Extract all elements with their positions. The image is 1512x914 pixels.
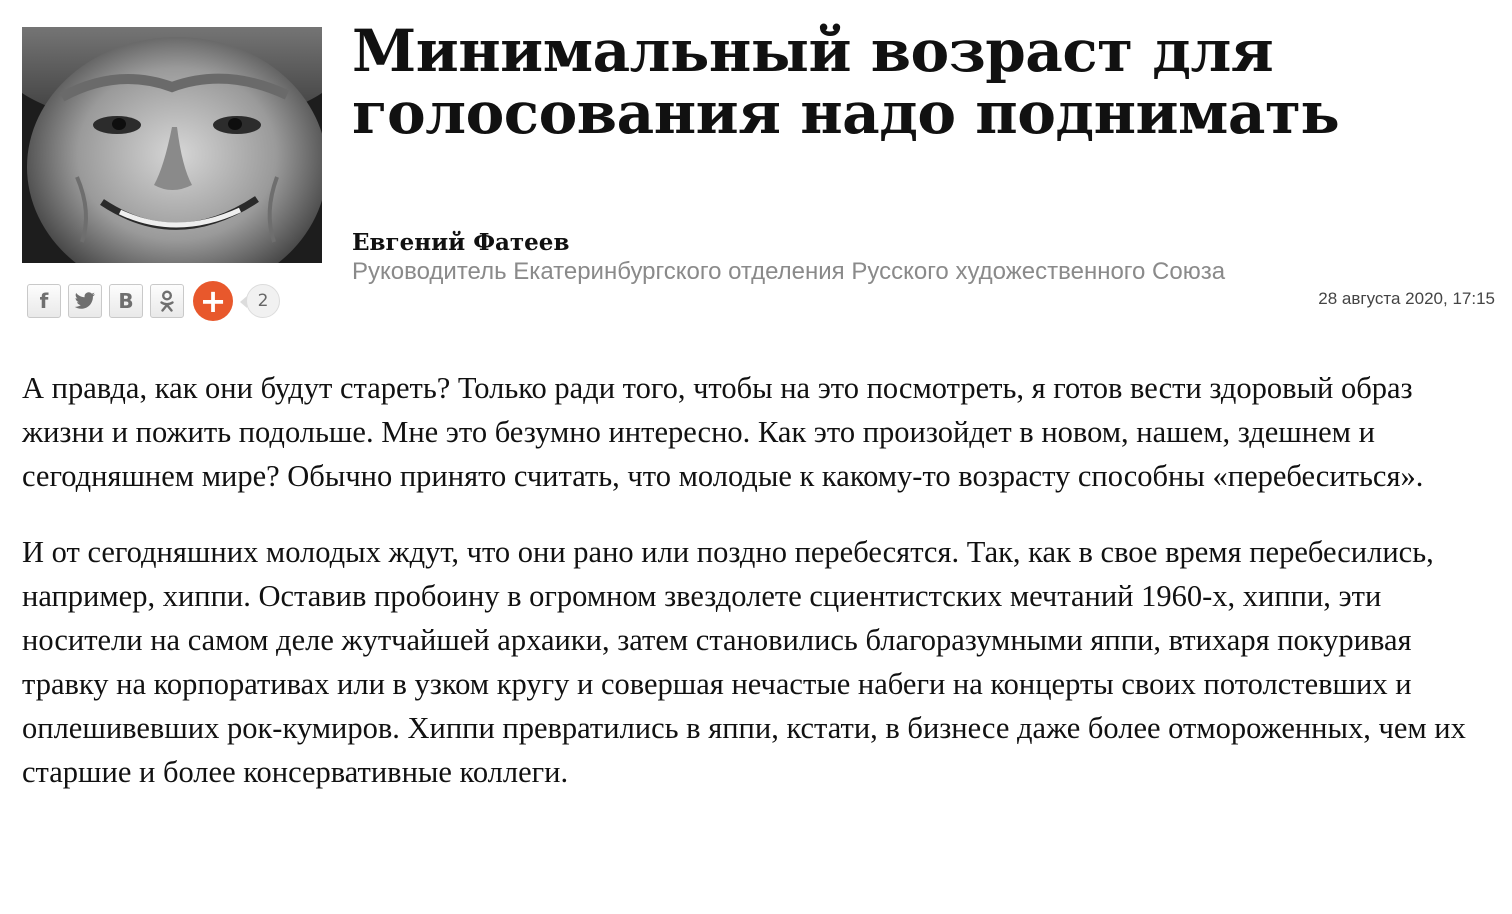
author-name[interactable]: Евгений Фатеев [352, 229, 570, 256]
article-paragraph: И от сегодняшних молодых ждут, что они рано или поздно перебесятся. Так, как в свое время перебесились, например, хиппи. Оставив пробоину в огромном звездолете сциентистских мечтаний 1960-х, хиппи, эти носители на самом деле жутчайшей архаики, затем становились благоразумными яппи, втихаря покуривая травку на корпоративах или в узком кругу и совершая нечастые набеги на концерты своих потолстевших и оплешивевших рок-кумиров. Хиппи превратились в яппи, кстати, в бизнесе даже более отмороженных, чем их старшие и более консервативные коллеги. [22, 535, 1466, 789]
vkontakte-share-button[interactable] [109, 284, 143, 318]
author-photo-image [22, 27, 322, 263]
twitter-icon [74, 292, 96, 310]
plus-icon: + [199, 282, 227, 320]
vkontakte-icon: B [118, 289, 134, 313]
share-bar [27, 282, 280, 320]
author-role: Руководитель Екатеринбургского отделения Русского художественного Союза [352, 258, 1226, 285]
share-count: 2 [246, 284, 280, 318]
facebook-icon: f [39, 289, 49, 313]
odnoklassniki-share-button[interactable] [150, 284, 184, 318]
article-body [22, 366, 1492, 826]
article-title: Минимальный возраст для голосования надо поднимать [352, 17, 1340, 147]
twitter-share-button[interactable] [68, 284, 102, 318]
more-share-button[interactable] [193, 281, 233, 321]
facebook-share-button[interactable] [27, 284, 61, 318]
article-paragraph: А правда, как они будут стареть? Только ради того, чтобы на это посмотреть, я готов вести здоровый образ жизни и пожить подольше. Мне это безумно интересно. Как это произойдет в новом, нашем, здешнем и сегодняшнем мире? Обычно принято считать, что молодые к какому-то возрасту способны «перебеситься». [22, 371, 1424, 493]
odnoklassniki-icon [159, 290, 175, 312]
publication-date: 28 августа 2020, 17:15 [1318, 289, 1495, 308]
author-photo [22, 27, 322, 263]
